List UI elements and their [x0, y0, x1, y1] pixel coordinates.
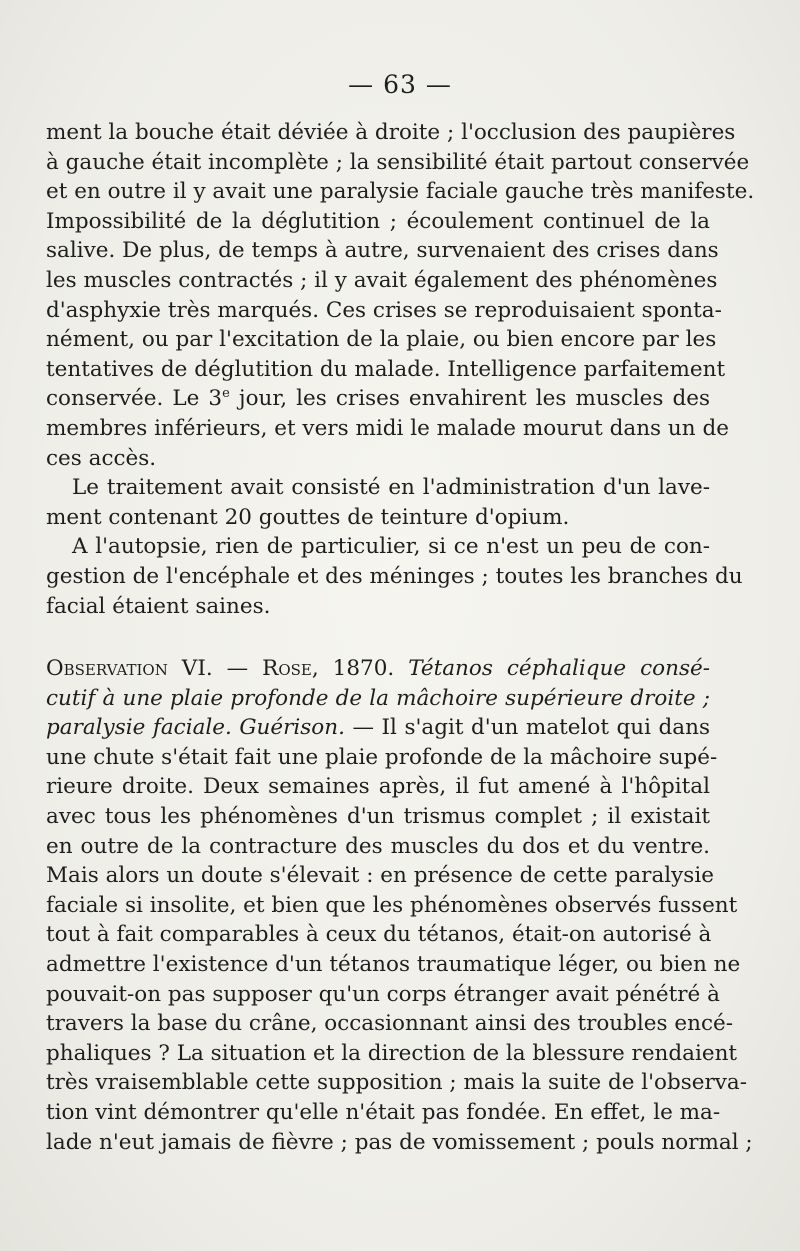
text-line-with-superscript	[46, 384, 710, 414]
observation-author: Rose	[262, 656, 312, 681]
text-block-upper	[46, 118, 755, 621]
observation-title-line	[46, 713, 710, 743]
page-number: — 63 —	[348, 70, 452, 99]
observation-label: Observation VI.	[46, 656, 213, 681]
observation-title: Tétanos céphalique consé-	[408, 656, 710, 681]
text-line: ces accès.	[46, 445, 157, 471]
text-line: et en outre il y avait une paralysie faciale gauche très manifeste.	[46, 179, 755, 205]
text-line: membres inférieurs, et vers midi le malade mourut dans un de	[46, 415, 729, 441]
text-line: une chute s'était fait une plaie profonde de la mâchoire supé-	[46, 744, 718, 770]
text-line: phaliques ? La situation et la direction de la blessure rendaient	[46, 1040, 738, 1066]
text-fragment: — Il s'agit d'un matelot qui dans	[344, 715, 711, 741]
text-line: les muscles contractés ; il y avait également des phénomènes	[46, 267, 718, 293]
text-line: A l'autopsie, rien de particulier, si ce n'est un peu de con-	[72, 534, 710, 560]
text-line: admettre l'existence d'un tétanos traumatique léger, ou bien ne	[46, 951, 741, 977]
text-line: Le traitement avait consisté en l'administration d'un lave-	[72, 475, 710, 501]
text-line: facial étaient saines.	[46, 593, 271, 619]
observation-section	[46, 654, 753, 1157]
text-line: en outre de la contracture des muscles du dos et du ventre.	[46, 833, 710, 859]
text-fragment: conservée. Le 3	[46, 386, 223, 412]
text-line: à gauche était incomplète ; la sensibilité était partout conservée	[46, 149, 750, 175]
text-line: nément, ou par l'excitation de la plaie, ou bien encore par les	[46, 327, 717, 353]
text-line: d'asphyxie très marqués. Ces crises se reproduisaient sponta-	[46, 297, 722, 323]
text-line: avec tous les phénomènes d'un trismus complet ; il existait	[46, 803, 710, 829]
text-line: salive. De plus, de temps à autre, survenaient des crises dans	[46, 238, 719, 264]
text-line: pouvait-on pas supposer qu'un corps étranger avait pénétré à	[46, 981, 720, 1007]
text-line: ment la bouche était déviée à droite ; l'occlusion des paupières	[46, 120, 736, 145]
text-line: tion vint démontrer qu'elle n'était pas fondée. En effet, le ma-	[46, 1099, 721, 1125]
observation-heading-line	[46, 654, 710, 684]
superscript: e	[222, 386, 230, 402]
observation-title-end: paralysie faciale. Guérison.	[46, 715, 345, 741]
observation-year: , 1870.	[311, 656, 409, 681]
text-line: Mais alors un doute s'élevait : en présence de cette paralysie	[46, 863, 714, 889]
text-line: gestion de l'encéphale et des méninges ; toutes les branches du	[46, 563, 743, 589]
text-line: Impossibilité de la déglutition ; écoulement continuel de la	[46, 208, 710, 234]
text-line: rieure droite. Deux semaines après, il fut amené à l'hôpital	[46, 774, 710, 800]
text-line: très vraisemblable cette supposition ; mais la suite de l'observa-	[46, 1070, 748, 1096]
text-line: tentatives de déglutition du malade. Intelligence parfaitement	[46, 356, 726, 382]
text-line: travers la base du crâne, occasionnant ainsi des troubles encé-	[46, 1011, 733, 1037]
text-line: faciale si insolite, et bien que les phénomènes observés fussent	[46, 892, 738, 918]
text-fragment: jour, les crises envahirent les muscles des	[229, 386, 710, 412]
text-line: tout à fait comparables à ceux du tétanos, était-on autorisé à	[46, 922, 712, 948]
text-line: ment contenant 20 gouttes de teinture d'opium.	[46, 504, 570, 530]
dash: —	[212, 656, 263, 681]
observation-title-line: cutif à une plaie profonde de la mâchoire supérieure droite ;	[46, 685, 710, 711]
text-line: lade n'eut jamais de fièvre ; pas de vomissement ; pouls normal ;	[46, 1129, 753, 1155]
